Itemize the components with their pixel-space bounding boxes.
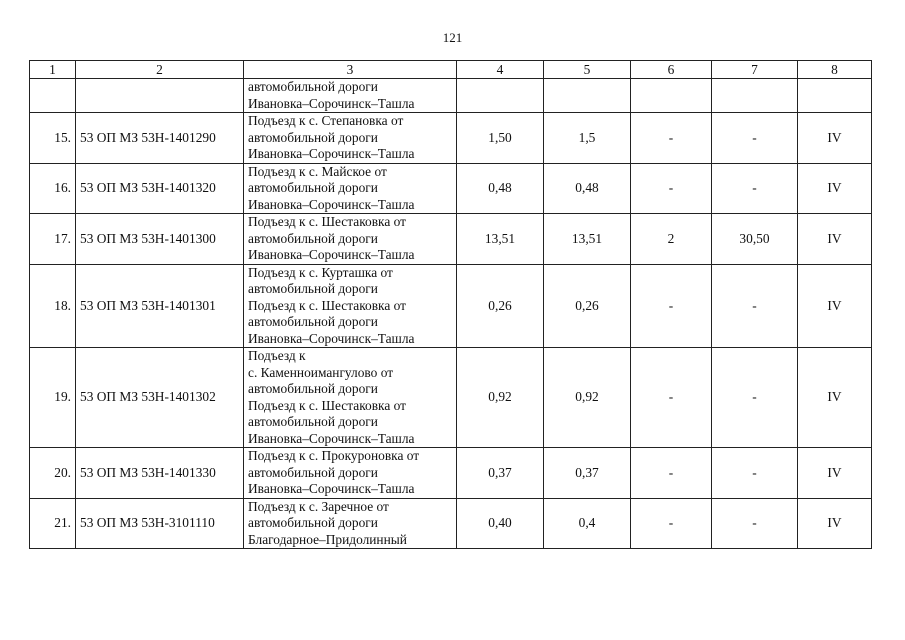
cell-number: 18. (30, 264, 76, 348)
road-name-line: Ивановка–Сорочинск–Ташла (248, 95, 415, 111)
road-name-line: Подъезд к с. Степановка от (248, 113, 404, 128)
cell-road-name (244, 264, 457, 348)
table-row (30, 113, 872, 164)
column-header: 2 (76, 61, 244, 79)
road-name-line: Подъезд к с. Шестаковка от (248, 397, 407, 413)
cell-col4: 0,92 (457, 348, 544, 448)
road-name-line: автомобильной дороги (248, 314, 378, 329)
cell-col6: 2 (631, 214, 712, 265)
cell-col5: 0,4 (544, 498, 631, 549)
column-header: 3 (244, 61, 457, 79)
cell-number (30, 79, 76, 113)
column-header: 6 (631, 61, 712, 79)
cell-number: 21. (30, 498, 76, 549)
cell-col7: - (712, 348, 798, 448)
table-row (30, 348, 872, 448)
page-number: 121 (442, 30, 463, 45)
cell-col6: - (631, 113, 712, 164)
cell-code: 53 ОП МЗ 53Н-1401302 (76, 348, 244, 448)
cell-col6: - (631, 448, 712, 499)
cell-col5: 0,48 (544, 163, 631, 214)
cell-road-name (244, 448, 457, 499)
road-name-line: Подъезд к с. Шестаковка от (248, 297, 407, 313)
cell-col8: IV (798, 448, 872, 499)
cell-code: 53 ОП МЗ 53Н-1401330 (76, 448, 244, 499)
column-header: 4 (457, 61, 544, 79)
road-name-line: Подъезд к с. Курташка от (248, 264, 393, 280)
cell-col4: 13,51 (457, 214, 544, 265)
cell-col6: - (631, 163, 712, 214)
road-name-line: с. Каменноимангулово от (248, 364, 394, 380)
table-row (30, 214, 872, 265)
cell-road-name (244, 348, 457, 448)
road-name-line: автомобильной дороги (248, 180, 378, 195)
cell-code: 53 ОП МЗ 53Н-1401290 (76, 113, 244, 164)
road-name-line: Ивановка–Сорочинск–Ташла (248, 481, 415, 496)
road-name-line: Ивановка–Сорочинск–Ташла (248, 330, 415, 346)
cell-col5 (544, 79, 631, 113)
cell-col4: 0,40 (457, 498, 544, 549)
road-name-line: Ивановка–Сорочинск–Ташла (248, 247, 415, 262)
road-name-line: Благодарное–Придолинный (248, 531, 407, 547)
table-row (30, 264, 872, 348)
cell-number: 17. (30, 214, 76, 265)
column-header: 7 (712, 61, 798, 79)
cell-col6: - (631, 348, 712, 448)
road-name-line: Подъезд к с. Заречное от (248, 498, 389, 514)
cell-col4: 1,50 (457, 113, 544, 164)
cell-col6: - (631, 498, 712, 549)
road-name-line: автомобильной дороги (248, 230, 378, 246)
cell-col5: 13,51 (544, 214, 631, 265)
cell-col7: - (712, 498, 798, 549)
road-name-line: автомобильной дороги (248, 414, 378, 429)
cell-col8: IV (798, 163, 872, 214)
cell-col4: 0,26 (457, 264, 544, 348)
cell-code: 53 ОП МЗ 53Н-3101110 (76, 498, 244, 549)
cell-number: 19. (30, 348, 76, 448)
road-name-line: Ивановка–Сорочинск–Ташла (248, 196, 415, 212)
cell-code (76, 79, 244, 113)
road-name-line: автомобильной дороги (248, 464, 378, 480)
cell-road-name (244, 163, 457, 214)
road-name-line: Подъезд к (248, 348, 306, 363)
cell-number: 16. (30, 163, 76, 214)
cell-col7: - (712, 163, 798, 214)
cell-col4: 0,48 (457, 163, 544, 214)
cell-number: 20. (30, 448, 76, 499)
cell-col8: IV (798, 264, 872, 348)
cell-col7 (712, 79, 798, 113)
cell-col8 (798, 79, 872, 113)
column-header: 1 (30, 61, 76, 79)
cell-code: 53 ОП МЗ 53Н-1401301 (76, 264, 244, 348)
cell-col5: 0,26 (544, 264, 631, 348)
table-row (30, 448, 872, 499)
continuation-row (30, 79, 872, 113)
table-row (30, 163, 872, 214)
road-name-line: Ивановка–Сорочинск–Ташла (248, 146, 415, 161)
road-name-line: Подъезд к с. Прокуроновка от (248, 448, 420, 463)
column-header: 5 (544, 61, 631, 79)
roads-table (29, 60, 872, 549)
column-header: 8 (798, 61, 872, 79)
road-name-line: Подъезд к с. Майское от (248, 163, 387, 179)
cell-col7: - (712, 448, 798, 499)
cell-col7: - (712, 264, 798, 348)
cell-col6 (631, 79, 712, 113)
cell-col5: 1,5 (544, 113, 631, 164)
cell-road-name (244, 214, 457, 265)
road-name-line: Ивановка–Сорочинск–Ташла (248, 430, 415, 446)
road-name-line: автомобильной дороги (248, 129, 378, 145)
cell-col8: IV (798, 113, 872, 164)
cell-code: 53 ОП МЗ 53Н-1401300 (76, 214, 244, 265)
road-name-line: автомобильной дороги (248, 79, 378, 94)
cell-col4: 0,37 (457, 448, 544, 499)
cell-col7: - (712, 113, 798, 164)
header-row (30, 61, 872, 79)
road-name-line: автомобильной дороги (248, 381, 378, 396)
cell-col8: IV (798, 348, 872, 448)
cell-road-name (244, 79, 457, 113)
cell-road-name (244, 113, 457, 164)
cell-number: 15. (30, 113, 76, 164)
road-name-line: автомобильной дороги (248, 515, 378, 530)
road-name-line: Подъезд к с. Шестаковка от (248, 214, 407, 229)
cell-road-name (244, 498, 457, 549)
road-name-line: автомобильной дороги (248, 281, 378, 296)
cell-col8: IV (798, 498, 872, 549)
cell-col5: 0,92 (544, 348, 631, 448)
cell-col8: IV (798, 214, 872, 265)
cell-col7: 30,50 (712, 214, 798, 265)
cell-col5: 0,37 (544, 448, 631, 499)
cell-code: 53 ОП МЗ 53Н-1401320 (76, 163, 244, 214)
table-row (30, 498, 872, 549)
cell-col6: - (631, 264, 712, 348)
cell-col4 (457, 79, 544, 113)
